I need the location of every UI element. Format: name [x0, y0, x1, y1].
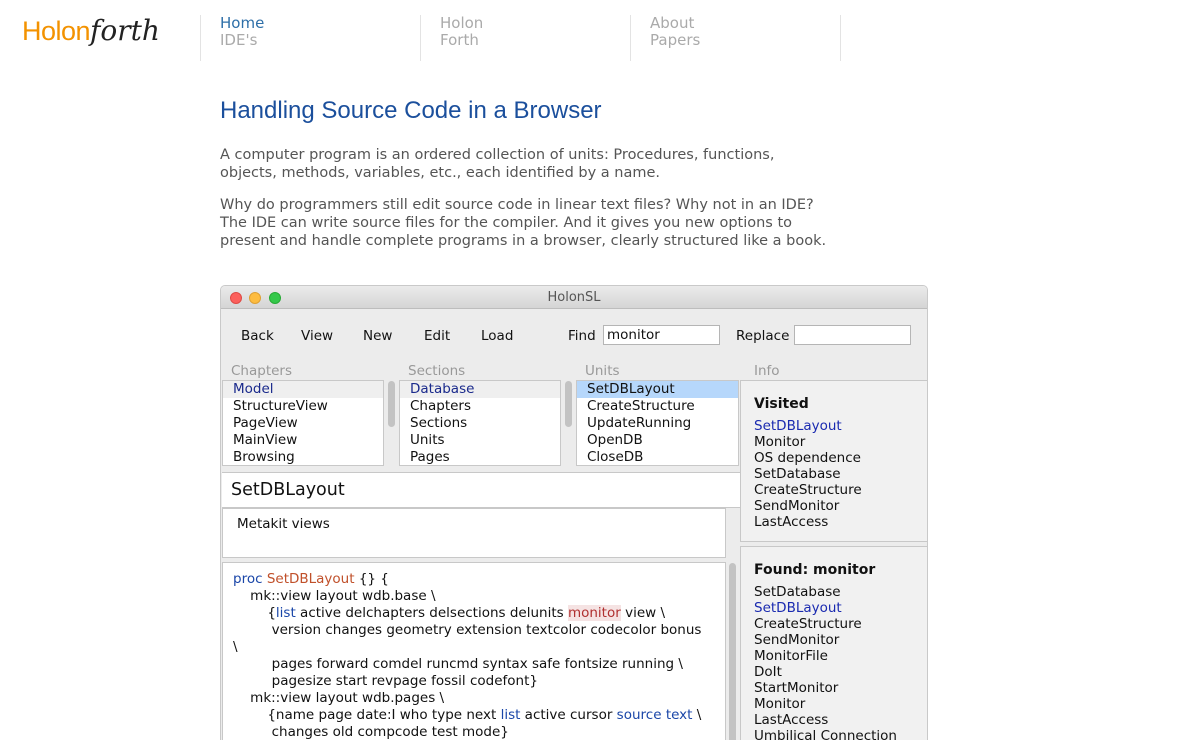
code-line: mk::view layout wdb.pages \ [233, 690, 445, 706]
found-heading: Found: monitor [754, 562, 876, 578]
units-heading: Units [585, 363, 620, 379]
intro-paragraph [220, 146, 860, 182]
code-line [233, 605, 725, 622]
section-item[interactable]: Sections [410, 415, 468, 431]
code-line [233, 571, 725, 588]
code-find-highlight: monitor [567, 605, 621, 621]
nav-holon-label[interactable]: Holon [440, 14, 484, 32]
code-unit-name: SetDBLayout [266, 571, 355, 587]
code-text: \ [692, 707, 702, 723]
nav-forth-label[interactable]: Forth [440, 31, 479, 49]
window-title: HolonSL [547, 290, 601, 305]
question-line: The IDE can write source files for the compiler. And it gives you new options to [220, 215, 793, 231]
new-button[interactable]: New [363, 328, 393, 344]
code-text: active cursor [520, 707, 617, 723]
visited-item[interactable]: SetDatabase [754, 466, 841, 482]
code-line: pages forward comdel runcmd syntax safe fontsize running \ [233, 656, 683, 672]
nav-home-label[interactable]: Home [220, 14, 265, 32]
visited-item[interactable]: SetDBLayout [754, 418, 842, 434]
unit-description[interactable]: Metakit views [222, 508, 726, 558]
chapters-heading: Chapters [231, 363, 293, 379]
logo-holon: Holon [22, 16, 91, 46]
nav-ides-label[interactable]: IDE's [220, 31, 258, 49]
nav-item-holon[interactable] [420, 15, 483, 61]
unit-item[interactable]: UpdateRunning [587, 415, 692, 431]
intro-line: A computer program is an ordered collection of units: Procedures, functions, [220, 147, 775, 163]
code-keyword: list [500, 707, 521, 723]
code-keyword: text [665, 707, 693, 723]
visited-item[interactable]: Monitor [754, 434, 806, 450]
chapter-item[interactable]: Browsing [233, 449, 295, 465]
found-item[interactable]: StartMonitor [754, 680, 839, 696]
code-keyword: source [616, 707, 662, 723]
code-line [233, 707, 725, 724]
found-item[interactable]: LastAccess [754, 712, 829, 728]
found-item[interactable]: SendMonitor [754, 632, 840, 648]
visited-heading: Visited [754, 396, 809, 412]
find-label: Find [568, 328, 596, 344]
found-item[interactable]: SetDBLayout [754, 600, 842, 616]
chapter-item[interactable]: PageView [233, 415, 298, 431]
code-text: {name page date:I who type next [233, 707, 501, 723]
code-text: {} { [354, 571, 389, 587]
unit-item[interactable]: SetDBLayout [577, 381, 738, 398]
unit-item[interactable]: OpenDB [587, 432, 643, 448]
section-item[interactable]: Pages [410, 449, 450, 465]
question-paragraph [220, 196, 860, 250]
found-item[interactable]: DoIt [754, 664, 782, 680]
sections-scrollbar[interactable] [565, 381, 572, 427]
page-title: Handling Source Code in a Browser [220, 97, 602, 124]
section-item[interactable]: Database [400, 381, 560, 398]
nav-item-about[interactable] [630, 15, 700, 61]
sections-list [399, 380, 561, 466]
code-scrollbar[interactable] [729, 563, 736, 740]
unit-title: SetDBLayout [222, 472, 740, 508]
nav-item-home[interactable] [200, 15, 264, 61]
info-heading: Info [754, 363, 780, 379]
back-button[interactable]: Back [241, 328, 274, 344]
replace-input[interactable] [794, 325, 911, 345]
find-input[interactable] [603, 325, 720, 345]
view-button[interactable]: View [301, 328, 334, 344]
section-item[interactable]: Units [410, 432, 445, 448]
code-line: \ [233, 639, 238, 655]
visited-item[interactable]: LastAccess [754, 514, 829, 530]
found-item[interactable]: SetDatabase [754, 584, 841, 600]
site-logo[interactable] [22, 14, 160, 49]
visited-box [740, 380, 928, 542]
code-line: changes old compcode test mode} [233, 724, 509, 740]
nav-about-label[interactable]: About [650, 14, 695, 32]
visited-item[interactable]: OS dependence [754, 450, 861, 466]
code-text: { [233, 605, 276, 621]
chapter-item[interactable]: Model [223, 381, 383, 398]
intro-line: objects, methods, variables, etc., each identified by a name. [220, 165, 661, 181]
code-line: pagesize start revpage fossil codefont} [233, 673, 538, 689]
info-panel [740, 380, 928, 740]
code-keyword: list [275, 605, 296, 621]
chapters-list [222, 380, 384, 466]
code-text: view \ [620, 605, 666, 621]
nav-papers-label[interactable]: Papers [650, 31, 701, 49]
found-item[interactable]: MonitorFile [754, 648, 828, 664]
logo-forth: forth [90, 14, 160, 47]
found-item[interactable]: CreateStructure [754, 616, 862, 632]
units-list [576, 380, 739, 466]
replace-label: Replace [736, 328, 790, 344]
section-item[interactable]: Chapters [410, 398, 472, 414]
found-item[interactable]: Umbilical Connection [754, 728, 897, 740]
code-editor[interactable] [222, 562, 726, 740]
code-keyword: proc [233, 571, 263, 587]
chapters-scrollbar[interactable] [388, 381, 395, 427]
code-text: active delchapters delsections delunits [295, 605, 568, 621]
chapter-item[interactable]: StructureView [233, 398, 328, 414]
edit-button[interactable]: Edit [424, 328, 451, 344]
question-line: Why do programmers still edit source code in linear text files? Why not in an IDE? [220, 197, 814, 213]
found-item[interactable]: Monitor [754, 696, 806, 712]
holonsl-window [220, 285, 928, 740]
code-line: mk::view layout wdb.base \ [233, 588, 436, 604]
chapter-item[interactable]: MainView [233, 432, 298, 448]
sections-heading: Sections [408, 363, 466, 379]
load-button[interactable]: Load [481, 328, 514, 344]
question-line: present and handle complete programs in a browser, clearly structured like a book. [220, 233, 827, 249]
found-box [740, 546, 928, 740]
code-line: version changes geometry extension textcolor codecolor bonus [233, 622, 702, 638]
visited-item[interactable]: SendMonitor [754, 498, 840, 514]
unit-item[interactable]: CloseDB [587, 449, 644, 465]
nav-divider [840, 15, 841, 61]
visited-item[interactable]: CreateStructure [754, 482, 862, 498]
unit-item[interactable]: CreateStructure [587, 398, 695, 414]
window-titlebar [221, 286, 927, 309]
